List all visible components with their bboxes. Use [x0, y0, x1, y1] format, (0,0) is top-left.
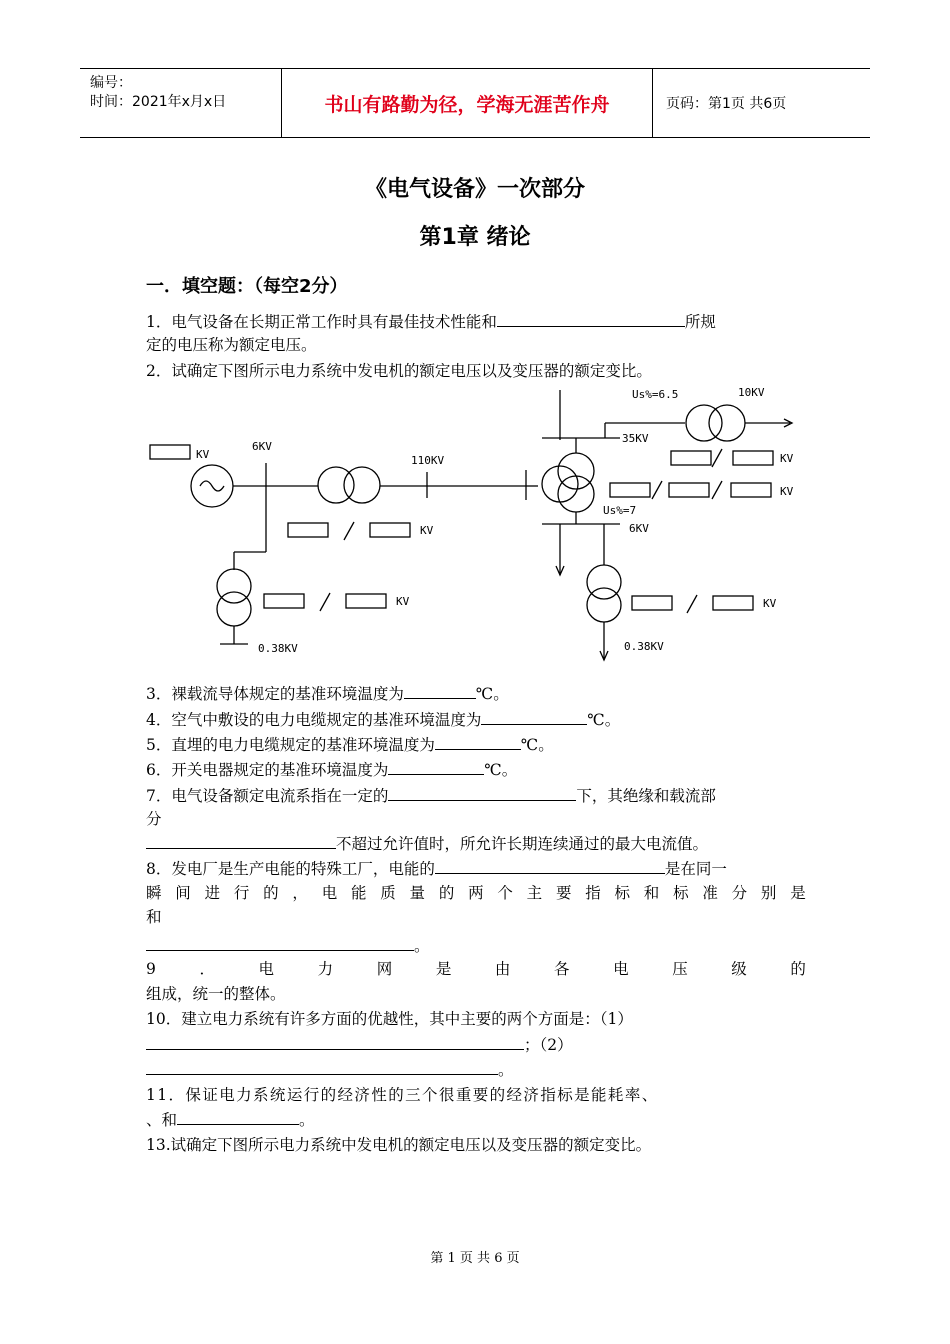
kv-label: KV [763, 597, 777, 610]
kv-35-label: 35KV [622, 432, 649, 445]
blank [146, 1058, 498, 1075]
blank [146, 1033, 524, 1050]
transformer-t2-icon [217, 569, 251, 603]
question-10-line3: 。 [146, 1058, 514, 1081]
chapter-title: 第1章 绪论 [419, 225, 531, 250]
kv-6b-label: 6KV [629, 522, 649, 535]
kv-038b-label: 0.38KV [624, 640, 664, 653]
question-7-line3: 不超过允许值时，所允许长期连续通过的最大电流值。 [146, 832, 708, 855]
transformer-t5-icon [587, 565, 621, 599]
kv-label: KV [196, 448, 210, 461]
us-65-label: Us%=6.5 [632, 388, 679, 401]
blank [388, 758, 484, 775]
question-10-line1: 10．建立电力系统有许多方面的优越性，其中主要的两个方面是：（1） [146, 1010, 633, 1028]
question-10-line2: ；（2） [146, 1033, 573, 1056]
blank [388, 784, 576, 801]
question-13: 13.试确定下图所示电力系统中发电机的额定电压以及变压器的额定变比。 [146, 1136, 652, 1154]
page-footer: 第 1 页 共 6 页 [430, 1251, 520, 1266]
transformer-t3-icon [542, 466, 578, 502]
kv-6-label: 6KV [252, 440, 272, 453]
number-label: 编号： [90, 75, 132, 91]
blank [497, 310, 685, 327]
question-7-line2: 分 [146, 810, 162, 828]
power-system-diagram [140, 380, 820, 665]
question-5: 5．直埋的电力电缆规定的基准环境温度为 ℃。 [146, 733, 554, 756]
question-1-line1: 1．电气设备在长期正常工作时具有最佳技术性能和 所规 [146, 310, 716, 333]
header-left-cell [80, 69, 280, 137]
question-8-line3: 和 [146, 908, 162, 926]
question-7-line1: 7．电气设备额定电流系指在一定的 下，其绝缘和载流部 [146, 784, 716, 807]
kv-label: KV [780, 452, 794, 465]
us-7-label: Us%=7 [603, 504, 637, 517]
doc-title: 《电气设备》一次部分 [364, 177, 585, 202]
blank [404, 682, 476, 699]
kv-10-label: 10KV [738, 386, 765, 399]
question-11-line2: 、和 。 [146, 1108, 315, 1131]
header-table [80, 68, 870, 138]
question-8-line2: 瞬 间 进 行 的 ， 电 能 质 量 的 两 个 主 要 指 标 和 标 准 分 别 是 [146, 884, 806, 902]
motto: 书山有路勤为径，学海无涯苦作舟 [281, 69, 653, 137]
blank [146, 934, 414, 951]
time-label: 时间：2021年x月x日 [90, 94, 227, 110]
blank [481, 708, 587, 725]
kv-110-label: 110KV [411, 454, 445, 467]
question-11-line1: 11．保证电力系统运行的经济性的三个很重要的经济指标是能耗率、 [146, 1086, 659, 1104]
kv-038a-label: 0.38KV [258, 642, 298, 655]
kv-label: KV [420, 524, 434, 537]
question-9-line1: 9 ． 电 力 网 是 由 各 电 压 级 的 [146, 960, 806, 978]
question-6: 6．开关电器规定的基准环境温度为 ℃。 [146, 758, 517, 781]
blank [177, 1108, 299, 1125]
blank [435, 857, 665, 874]
question-2: 2．试确定下图所示电力系统中发电机的额定电压以及变压器的额定变比。 [146, 362, 652, 380]
blank [435, 733, 521, 750]
question-8-line1: 8．发电厂是生产电能的特殊工厂，电能的 是在同一 [146, 857, 727, 880]
blank [146, 832, 336, 849]
question-8-line4: 。 [146, 934, 430, 957]
transformer-t4-icon [686, 405, 722, 441]
kv-label: KV [780, 485, 794, 498]
question-9-line2: 组成，统一的整体。 [146, 985, 286, 1003]
question-3: 3．裸载流导体规定的基准环境温度为 ℃。 [146, 682, 509, 705]
page-label: 页码：第1页 共6页 [666, 96, 787, 112]
question-4: 4．空气中敷设的电力电缆规定的基准环境温度为 ℃。 [146, 708, 620, 731]
question-1-line2: 定的电压称为额定电压。 [146, 336, 317, 354]
kv-label: KV [396, 595, 410, 608]
section-heading: 一．填空题：（每空2分） [146, 276, 348, 297]
